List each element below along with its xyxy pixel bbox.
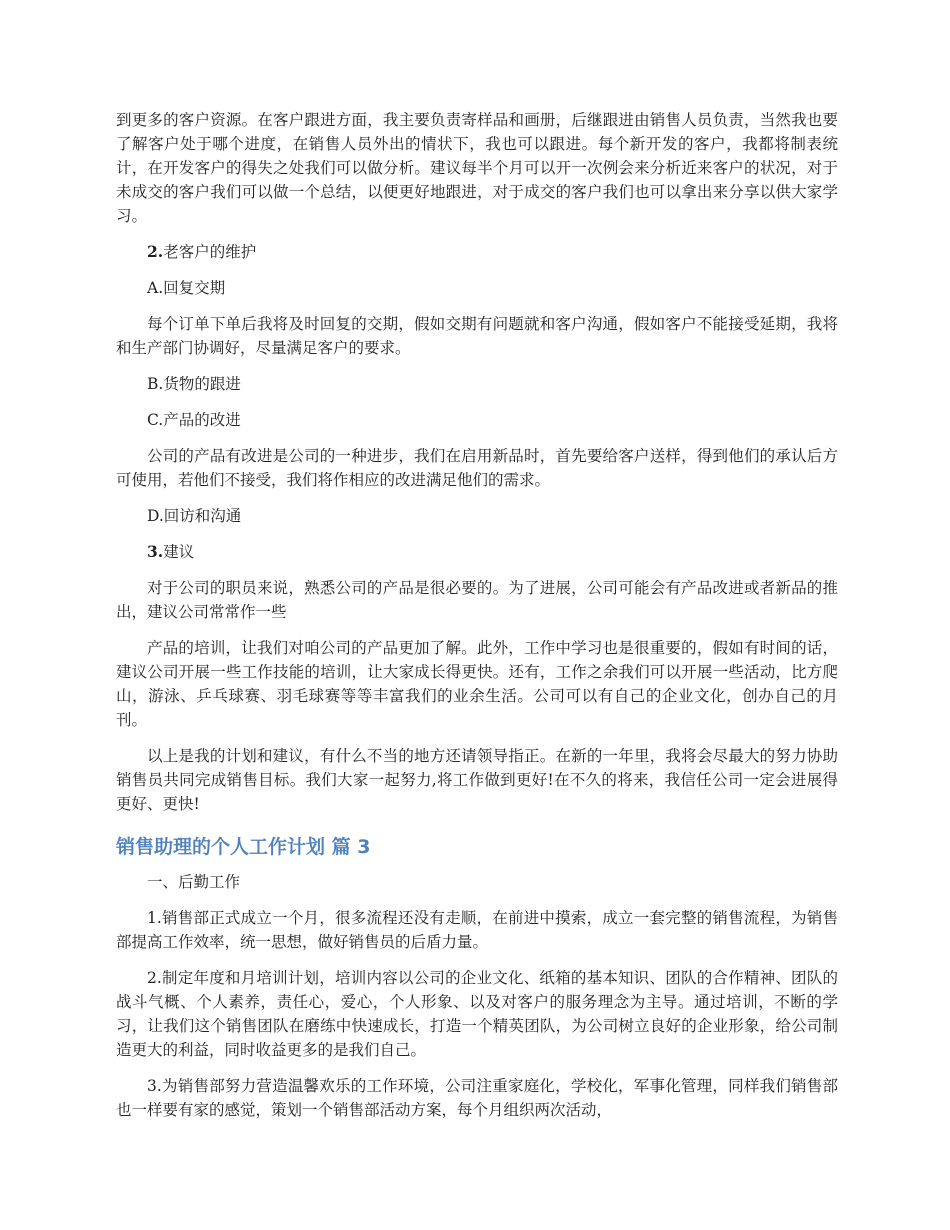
paragraph-logistics-3: 3.为销售部努力营造温馨欢乐的工作环境，公司注重家庭化，学校化，军事化管理，同样我们销售部也一样要有家的感觉，策划一个销售部活动方案，每个月组织两次活动， — [116, 1077, 838, 1119]
subheading-suggestions — [116, 540, 838, 564]
subheading-old-client-maintenance — [116, 240, 838, 264]
item-revisit-communication: D.回访和沟通 — [147, 507, 242, 525]
subheading-logistics: 一、后勤工作 — [147, 873, 241, 891]
paragraph-suggestion-1: 对于公司的职员来说，熟悉公司的产品是很必要的。为了进展，公司可能会有产品改进或者新品的推出，建议公司常常作一些 — [116, 579, 838, 621]
section-heading: 销售助理的个人工作计划 篇 3 — [116, 836, 371, 858]
paragraph-suggestion-2: 产品的培训，让我们对咱公司的产品更加了解。此外，工作中学习也是很重要的，假如有时间的话，建议公司开展一些工作技能的培训，让大家成长得更快。还有，工作之余我们可以开展一些活动，比方爬山，游泳、乒乓球赛、羽毛球赛等等丰富我们的业余生活。公司可以有自己的企业文化，创办自己的月刊。 — [116, 639, 838, 729]
paragraph-logistics-2: 2.制定年度和月培训计划，培训内容以公司的企业文化、纸箱的基本知识、团队的合作精神、团队的战斗气概、个人素养，责任心，爱心，个人形象、以及对客户的服务理念为主导。通过培训，不断的学习，让我们这个销售团队在磨练中快速成长，打造一个精英团队，为公司树立良好的企业形象，给公司制造更大的利益，同时收益更多的是我们自己。 — [116, 969, 838, 1059]
item-reply-delivery: A.回复交期 — [147, 279, 226, 297]
paragraph-client-followup: 到更多的客户资源。在客户跟进方面，我主要负责寄样品和画册，后继跟进由销售人员负责，当然我也要了解客户处于哪个进度，在销售人员外出的情状下，我也可以跟进。每个新开发的客户，我都将制表统计，在开发客户的得失之处我们可以做分析。建议每半个月可以开一次例会来分析近来客户的状况，对于未成交的客户我们可以做一个总结，以便更好地跟进，对于成交的客户我们也可以拿出来分享以供大家学习。 — [116, 111, 838, 225]
subheading-number: 3. — [147, 542, 164, 561]
subheading-text: 老客户的维护 — [163, 243, 257, 261]
paragraph-product-improvement: 公司的产品有改进是公司的一种进步，我们在启用新品时，首先要给客户送样，得到他们的承认后方可使用，若他们不接受，我们将作相应的改进满足他们的需求。 — [116, 447, 838, 489]
item-goods-followup: B.货物的跟进 — [147, 375, 241, 393]
document-page — [116, 108, 838, 1134]
item-product-improvement: C.产品的改进 — [147, 411, 241, 429]
subheading-text: 建议 — [163, 543, 195, 561]
paragraph-reply-delivery: 每个订单下单后我将及时回复的交期，假如交期有问题就和客户沟通，假如客户不能接受延期，我将和生产部门协调好，尽量满足客户的要求。 — [116, 315, 838, 357]
paragraph-logistics-1: 1.销售部正式成立一个月，很多流程还没有走顺，在前进中摸索，成立一套完整的销售流程，为销售部提高工作效率，统一思想，做好销售员的后盾力量。 — [116, 909, 838, 951]
paragraph-conclusion: 以上是我的计划和建议，有什么不当的地方还请领导指正。在新的一年里，我将会尽最大的努力协助销售员共同完成销售目标。我们大家一起努力,将工作做到更好!在不久的将来，我信任公司一定会进展得更好、更快! — [116, 747, 838, 813]
subheading-number: 2. — [147, 242, 164, 261]
